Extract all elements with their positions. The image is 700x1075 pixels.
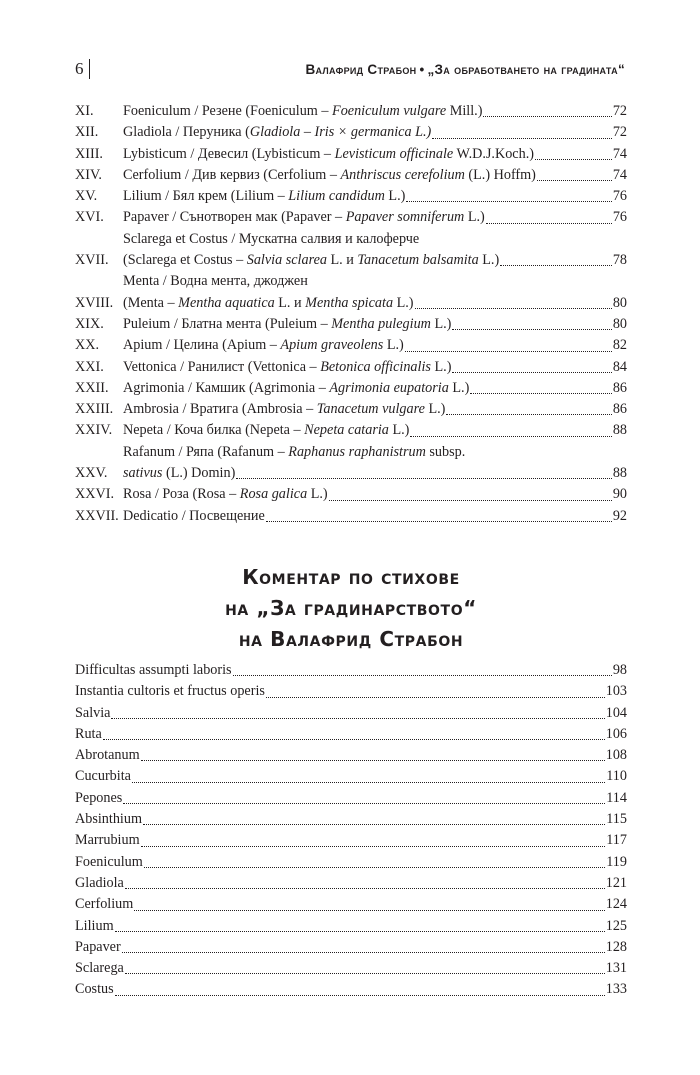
title-segment: Ambrosia / Вратига (Ambrosia – <box>123 401 317 418</box>
toc-entry-body <box>123 378 627 399</box>
toc-entry-body <box>123 271 627 314</box>
dot-leader <box>537 180 612 181</box>
title-segment: Lybisticum / Девесил (Lybisticum – <box>123 145 335 162</box>
toc-entry-body <box>123 207 627 228</box>
toc-entry-title <box>123 314 451 335</box>
toc-entry-title <box>123 165 536 186</box>
toc-entry-title <box>123 207 485 228</box>
title-segment: (L.) Domin) <box>162 465 236 482</box>
toc-entry-number: XV. <box>75 188 98 205</box>
commentary-entry-page: 128 <box>605 938 627 955</box>
commentary-entry <box>75 703 627 724</box>
latin-species-name: sativus <box>123 465 163 482</box>
commentary-entry-title: Sclarega <box>75 960 124 977</box>
commentary-entry-title: Papaver <box>75 938 121 955</box>
commentary-entry-page: 110 <box>606 768 627 785</box>
toc-entry-number: XI. <box>75 103 94 119</box>
title-segment: Rosa / Роза (Rosa – <box>123 486 240 503</box>
dot-leader <box>446 414 611 415</box>
dot-leader <box>452 372 611 373</box>
commentary-entry-title: Cucurbita <box>75 768 131 785</box>
latin-species-name: Raphanus raphanistrum <box>288 443 426 460</box>
commentary-entry-title: Gladiola <box>75 874 124 891</box>
dot-leader <box>233 675 612 676</box>
header-book-title: „За обработването на градината“ <box>427 61 625 77</box>
commentary-entry-page: 125 <box>605 917 627 934</box>
toc-entry-title <box>123 122 431 143</box>
commentary-heading <box>75 562 627 655</box>
dot-leader <box>406 201 611 202</box>
toc-entry-body <box>123 144 627 165</box>
commentary-entry-title: Difficultas assumpti laboris <box>75 662 232 678</box>
toc-entry-line <box>123 463 627 484</box>
latin-species-name: Foeniculum vulgare <box>332 103 447 119</box>
toc-entry-title <box>123 378 469 399</box>
toc-entry-body <box>123 420 627 441</box>
toc-entry <box>75 357 627 378</box>
dot-leader <box>134 910 604 911</box>
toc-entry-line <box>123 229 627 250</box>
title-segment: L.) <box>430 315 452 332</box>
commentary-entry-title: Ruta <box>75 725 102 742</box>
title-segment: W.D.J.Koch.) <box>453 145 534 162</box>
toc-entry-title <box>123 271 308 292</box>
toc-entry-body <box>123 229 627 272</box>
dot-leader <box>125 973 605 974</box>
toc-entry-title <box>123 506 265 527</box>
dot-leader <box>486 223 612 224</box>
toc-entry-body <box>123 165 627 186</box>
latin-species-name: Mentha spicata <box>305 294 394 311</box>
toc-entry-line <box>123 378 627 399</box>
toc-entry-line <box>123 442 627 463</box>
dot-leader <box>132 782 605 783</box>
toc-entry-line <box>123 144 627 165</box>
commentary-entry-page: 104 <box>605 704 627 721</box>
commentary-entry <box>75 852 627 873</box>
toc-entry-page: 82 <box>612 337 627 354</box>
commentary-entry-title: Marrubium <box>75 832 140 849</box>
toc-entry <box>75 165 627 186</box>
title-segment: L.) <box>388 422 410 439</box>
commentary-entry-page: 124 <box>605 896 627 913</box>
toc-entry-page: 86 <box>612 401 627 418</box>
toc-entry-page: 76 <box>612 209 627 226</box>
toc-entry-line <box>123 101 627 122</box>
commentary-heading-line: Коментар по стихове <box>242 565 460 589</box>
commentary-entry-page: 114 <box>606 789 627 806</box>
toc-entry-number: XIII. <box>75 145 103 162</box>
toc-entry-number: XXVI. <box>75 486 115 503</box>
toc-entry-number: XIX. <box>75 315 104 332</box>
commentary-entry-title: Foeniculum <box>75 853 143 870</box>
latin-species-name: Mentha aquatica <box>178 294 275 311</box>
latin-species-name: Apium graveolens <box>280 337 384 354</box>
title-segment: L.) <box>384 188 406 205</box>
commentary-entry <box>75 681 627 702</box>
toc-entry-body <box>123 506 627 527</box>
title-segment: L.) <box>464 209 485 226</box>
commentary-entry <box>75 894 627 915</box>
commentary-entry-title: Salvia <box>75 704 111 721</box>
commentary-entry-title: Instantia cultoris et fructus operis <box>75 683 265 700</box>
toc-entry <box>75 314 627 335</box>
toc-entry-title <box>123 420 409 441</box>
toc-entry-title <box>123 442 465 463</box>
running-header <box>75 57 625 81</box>
title-segment: Dedicatio / Посвещение <box>123 507 265 524</box>
dot-leader <box>500 265 612 266</box>
toc-entry-number: XXII. <box>75 379 109 396</box>
commentary-entry-page: 106 <box>605 725 627 742</box>
title-segment: Lilium / Бял крем (Lilium – <box>123 188 289 205</box>
title-segment: L. и <box>326 252 358 269</box>
toc-entry-page: 78 <box>612 252 627 269</box>
running-title <box>305 62 625 77</box>
toc-entry-page: 80 <box>612 315 627 332</box>
dot-leader <box>141 760 605 761</box>
commentary-entry <box>75 937 627 958</box>
toc-entry <box>75 420 627 441</box>
title-segment: Mill.) <box>446 103 483 119</box>
toc-entry-line <box>123 484 627 505</box>
dot-leader <box>415 308 612 309</box>
title-segment: Agrimonia / Камшик (Agrimonia – <box>123 379 330 396</box>
toc-entry-number: XXV. <box>75 465 108 482</box>
title-segment: (Menta – <box>123 294 179 311</box>
toc-entry-number: XII. <box>75 124 99 141</box>
header-author: Валафрид Страбон <box>305 61 417 77</box>
title-segment: (L.) Hoffm) <box>464 166 536 183</box>
dot-leader <box>115 931 605 932</box>
toc-entry <box>75 101 627 122</box>
header-separator: • <box>419 61 425 77</box>
toc-entry-page: 74 <box>612 145 627 162</box>
dot-leader <box>329 500 612 501</box>
toc-entry-number: XXIV. <box>75 422 113 439</box>
toc-entry <box>75 207 627 228</box>
title-segment: L.) <box>424 401 446 418</box>
commentary-entry-page: 108 <box>605 747 627 764</box>
toc-entry-title <box>123 101 482 122</box>
title-segment: (Sclarega et Costus – <box>123 252 247 269</box>
title-segment: L.) <box>478 252 500 269</box>
dot-leader <box>266 521 612 522</box>
toc-entry-line <box>123 250 627 271</box>
toc-entry-body <box>123 101 627 122</box>
toc-entry <box>75 399 627 420</box>
latin-species-name: Salvia sclarea <box>246 252 327 269</box>
toc-entry-line <box>123 506 627 527</box>
toc-entry-body <box>123 314 627 335</box>
toc-entry-page: 88 <box>612 422 627 439</box>
title-segment: Apium / Целина (Apium – <box>123 337 281 354</box>
latin-species-name: Lilium candidum <box>288 188 385 205</box>
dot-leader <box>470 393 612 394</box>
toc-entry-page: 72 <box>612 124 627 141</box>
dot-leader <box>452 329 611 330</box>
dot-leader <box>143 824 605 825</box>
toc-entry-title <box>123 293 414 314</box>
toc-entry-number: XVIII. <box>75 294 114 311</box>
toc-entry-line <box>123 314 627 335</box>
title-segment: Papaver / Сънотворен мак (Papaver – <box>123 209 346 226</box>
toc-entry <box>75 271 627 314</box>
latin-species-name: Tanacetum balsamita <box>357 252 479 269</box>
toc-entry-line <box>123 420 627 441</box>
title-segment: Gladiola / Перуника ( <box>123 124 250 141</box>
toc-entry-number: XVII. <box>75 252 109 269</box>
toc-entry-number: XIV. <box>75 166 102 183</box>
toc-entry-title <box>123 463 235 484</box>
toc-entry-body <box>123 357 627 378</box>
commentary-entry <box>75 979 627 1000</box>
toc-entry <box>75 144 627 165</box>
commentary-entry-title: Absinthium <box>75 811 143 828</box>
toc-entry-body <box>123 335 627 356</box>
toc-entry <box>75 506 627 527</box>
toc-entry-number: XXIII. <box>75 401 114 418</box>
commentary-entry-page: 119 <box>606 853 627 870</box>
toc-entry-title <box>123 229 419 250</box>
toc-entry-number: XVI. <box>75 209 104 226</box>
toc-commentary-list <box>75 660 627 1001</box>
commentary-entry-page: 115 <box>606 811 627 828</box>
toc-entry <box>75 335 627 356</box>
dot-leader <box>115 995 605 996</box>
toc-entry-body <box>123 186 627 207</box>
commentary-entry <box>75 958 627 979</box>
title-segment: subsp. <box>425 443 466 460</box>
title-segment: L. и <box>274 294 306 311</box>
title-segment: Nepeta / Коча билка (Nepeta – <box>123 422 305 439</box>
latin-species-name: Agrimonia eupatoria <box>329 379 449 396</box>
latin-species-name: Gladiola – Iris × germanica L.) <box>249 124 432 141</box>
commentary-entry-page: 131 <box>605 960 627 977</box>
dot-leader <box>405 351 612 352</box>
commentary-entry-page: 117 <box>606 832 627 849</box>
toc-entry-number: XXI. <box>75 358 104 375</box>
toc-entry-line <box>123 186 627 207</box>
commentary-entry-title: Lilium <box>75 917 114 934</box>
toc-entry-title <box>123 335 404 356</box>
dot-leader <box>432 138 612 139</box>
title-segment: L.) <box>393 294 414 311</box>
commentary-entry-page: 121 <box>605 874 627 891</box>
toc-entry <box>75 378 627 399</box>
toc-main-list <box>75 101 627 527</box>
toc-entry-body <box>123 442 627 485</box>
toc-entry-page: 76 <box>612 188 627 205</box>
commentary-entry-page: 103 <box>605 683 627 700</box>
dot-leader <box>410 436 611 437</box>
toc-entry-page: 90 <box>612 486 627 503</box>
toc-entry-page: 86 <box>612 379 627 396</box>
commentary-entry-title: Abrotanum <box>75 747 140 764</box>
toc-entry-number: XX. <box>75 337 100 354</box>
commentary-entry <box>75 830 627 851</box>
dot-leader <box>483 116 611 117</box>
dot-leader <box>535 159 612 160</box>
dot-leader <box>111 718 604 719</box>
toc-entry-line <box>123 293 627 314</box>
toc-entry-body <box>123 399 627 420</box>
title-segment: Cerfolium / Див кервиз (Cerfolium – <box>123 166 341 183</box>
commentary-entry-page: 133 <box>605 981 627 998</box>
page-number <box>75 59 90 79</box>
title-segment: L.) <box>383 337 404 354</box>
title-segment: Rafanum / Ряпа (Rafanum – <box>123 443 289 460</box>
page-number-text: 6 <box>75 59 84 78</box>
title-segment: Menta / Водна мента, джоджен <box>123 273 308 290</box>
dot-leader <box>266 697 605 698</box>
title-segment: L.) <box>307 486 328 503</box>
latin-species-name: Anthriscus cerefolium <box>340 166 465 183</box>
commentary-entry <box>75 660 627 681</box>
commentary-entry <box>75 873 627 894</box>
toc-entry-line <box>123 357 627 378</box>
toc-entry <box>75 186 627 207</box>
toc-entry-line <box>123 207 627 228</box>
header-divider <box>89 59 90 79</box>
toc-entry <box>75 229 627 272</box>
toc-entry-body <box>123 484 627 505</box>
title-segment: L.) <box>448 379 470 396</box>
title-segment: Vettonica / Ранилист (Vettonica – <box>123 358 321 375</box>
commentary-heading-line: на Валафрид Страбон <box>238 627 464 651</box>
title-segment: Sclarega et Costus / Мускатна салвия и калоферче <box>123 230 420 247</box>
dot-leader <box>236 478 611 479</box>
toc-entry-page: 72 <box>612 103 627 119</box>
toc-entry-number: XXVII. <box>75 507 119 524</box>
commentary-entry <box>75 809 627 830</box>
toc-entry-line <box>123 335 627 356</box>
latin-species-name: Mentha pulegium <box>331 315 431 332</box>
commentary-entry-page: 98 <box>612 662 627 678</box>
commentary-entry <box>75 745 627 766</box>
dot-leader <box>141 846 606 847</box>
dot-leader <box>123 803 605 804</box>
commentary-entry-title: Pepones <box>75 789 123 806</box>
toc-entry-title <box>123 484 328 505</box>
commentary-entry <box>75 916 627 937</box>
toc-entry <box>75 442 627 485</box>
commentary-entry-title: Costus <box>75 981 114 998</box>
commentary-entry <box>75 788 627 809</box>
toc-entry-page: 74 <box>612 166 627 183</box>
toc-entry-line <box>123 165 627 186</box>
latin-species-name: Papaver somniferum <box>345 209 465 226</box>
latin-species-name: Tanacetum vulgare <box>316 401 425 418</box>
latin-species-name: Rosa galica <box>239 486 308 503</box>
toc-entry <box>75 484 627 505</box>
toc-entry-page: 80 <box>612 294 627 311</box>
toc-entry-line <box>123 399 627 420</box>
latin-species-name: Betonica officinalis <box>320 358 431 375</box>
title-segment: Puleium / Блатна мента (Puleium – <box>123 315 332 332</box>
title-segment: Foeniculum / Резене (Foeniculum – <box>123 103 333 119</box>
toc-entry-title <box>123 250 499 271</box>
commentary-entry <box>75 724 627 745</box>
toc-entry-page: 88 <box>612 465 627 482</box>
toc-entry-title <box>123 357 451 378</box>
dot-leader <box>103 739 605 740</box>
toc-entry <box>75 122 627 143</box>
dot-leader <box>122 952 605 953</box>
toc-entry-body <box>123 122 627 143</box>
commentary-heading-line: на „За градинарството“ <box>225 596 477 620</box>
title-segment: L.) <box>430 358 452 375</box>
toc-entry-line <box>123 271 627 292</box>
latin-species-name: Nepeta cataria <box>304 422 389 439</box>
toc-entry-page: 84 <box>612 358 627 375</box>
dot-leader <box>144 867 605 868</box>
toc-entry-page: 92 <box>612 507 627 524</box>
toc-entry-title <box>123 399 445 420</box>
toc-entry-title <box>123 144 534 165</box>
toc-entry-title <box>123 186 405 207</box>
dot-leader <box>125 888 605 889</box>
commentary-entry-title: Cerfolium <box>75 896 134 913</box>
latin-species-name: Levisticum officinale <box>334 145 454 162</box>
commentary-entry <box>75 766 627 787</box>
toc-entry-line <box>123 122 627 143</box>
